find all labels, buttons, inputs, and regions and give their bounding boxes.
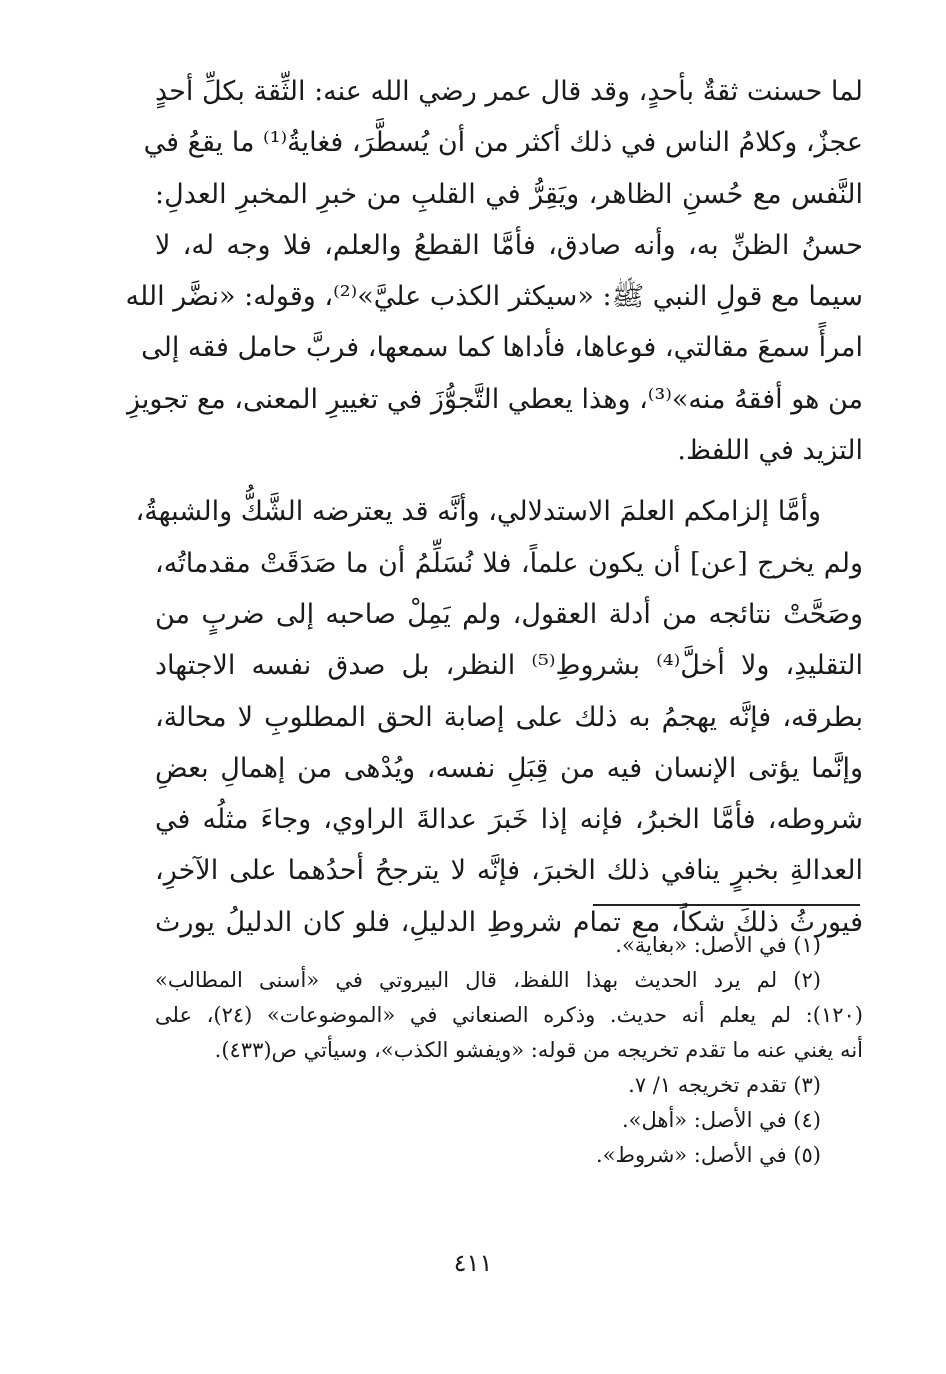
text-line: من هو أفقهُ منه»⁽³⁾، وهذا يعطي التَّجوُّزَ في تغييرِ المعنى، مع تجويزِ [126, 383, 863, 415]
text-line: سيما مع قولِ النبي ﷺ: «سيكثر الكذب عليَّ»⁽²⁾، وقوله: «نضَّر الله [125, 281, 863, 313]
text-line: حسنُ الظنِّ به، وأنه صادق، فأمَّا القطعُ والعلم، فلا وجه له، لا [155, 229, 863, 261]
text-line: فيورثُ ذلكَ شكاً، مع تمام شروطِ الدليلِ، فلو كان الدليلُ يورث [155, 906, 863, 938]
footnote-3: (٣) تقدم تخريجه ١/ ٧. [628, 1073, 821, 1097]
paragraph-1 [125, 66, 863, 476]
footnote-1: (١) في الأصل: «بغاية». [615, 933, 821, 957]
text-line: وصَحَّتْ نتائجه من أدلة العقول، ولم يَمِلْ صاحبه إلى ضربٍ من [155, 598, 863, 630]
footnote-5: (٥) في الأصل: «شروط». [596, 1143, 821, 1167]
text-line: عجزٌ، وكلامُ الناس في ذلك أكثر من أن يُسطَّرَ، فغايةُ⁽¹⁾ ما يقعُ في [143, 127, 863, 159]
text-line: امرأً سمعَ مقالتي، فوعاها، فأداها كما سمعها، فربَّ حامل فقه إلى [141, 332, 863, 364]
footnote-4: (٤) في الأصل: «أهل». [621, 1108, 821, 1132]
text-line: ولم يخرج [عن] أن يكون علماً، فلا نُسَلِّمُ أن ما صَدَقَتْ مقدماتُه، [155, 547, 863, 579]
text-line: النَّفس مع حُسنِ الظاهر، ويَقِرُّ في القلبِ من خبرِ المخبرِ العدلِ: [155, 178, 863, 210]
text-line: العدالةِ بخبرٍ ينافي ذلك الخبرَ، فإنَّه لا يترجحُ أحدُهما على الآخرِ، [155, 855, 863, 887]
text-line: التزيد في اللفظ. [677, 435, 863, 467]
text-line: وإنَّما يؤتى الإنسان فيه من قِبَلِ نفسه، ويُدْهى من إهمالِ بعضِ [155, 752, 863, 784]
text-line: وأمَّا إلزامكم العلمَ الاستدلالي، وأنَّه قد يعترضه الشَّكُّ والشبهةُ، [135, 496, 821, 528]
footnote-divider [593, 904, 860, 906]
page-number: ٤١١ [453, 1249, 493, 1277]
footnotes [155, 928, 863, 1173]
text-line: التقليدِ، ولا أخلَّ⁽⁴⁾ بشروطِ⁽⁵⁾ النظر، بل صدق نفسه الاجتهاد [155, 650, 864, 682]
text-line: لما حسنت ثقةٌ بأحدٍ، وقد قال عمر رضي الله عنه: الثِّقة بكلِّ أحدٍ [155, 76, 863, 107]
main-text [125, 66, 864, 948]
text-line: بطرقه، فإنَّه يهجمُ به ذلك على إصابة الحق المطلوبِ لا محالة، [155, 701, 863, 733]
text-line: شروطه، فأمَّا الخبرُ، فإنه إذا خَبرَ عدالةَ الراوي، وجاءَ مثلُه في [155, 804, 863, 836]
footnote-2-line: أنه يغني عنه ما تقدم تخريجه من قوله: «ويفشو الكذب»، وسيأتي ص(٤٣٣). [214, 1038, 863, 1062]
footnote-2-line: (١٢٠): لم يعلم أنه حديث. وذكره الصنعاني في «الموضوعات» (٢٤)، على [155, 1003, 863, 1027]
paragraph-2 [135, 486, 864, 948]
footnote-2-line: (٢) لم يرد الحديث بهذا اللفظ، قال البيروتي في «أسنى المطالب» [155, 968, 821, 992]
